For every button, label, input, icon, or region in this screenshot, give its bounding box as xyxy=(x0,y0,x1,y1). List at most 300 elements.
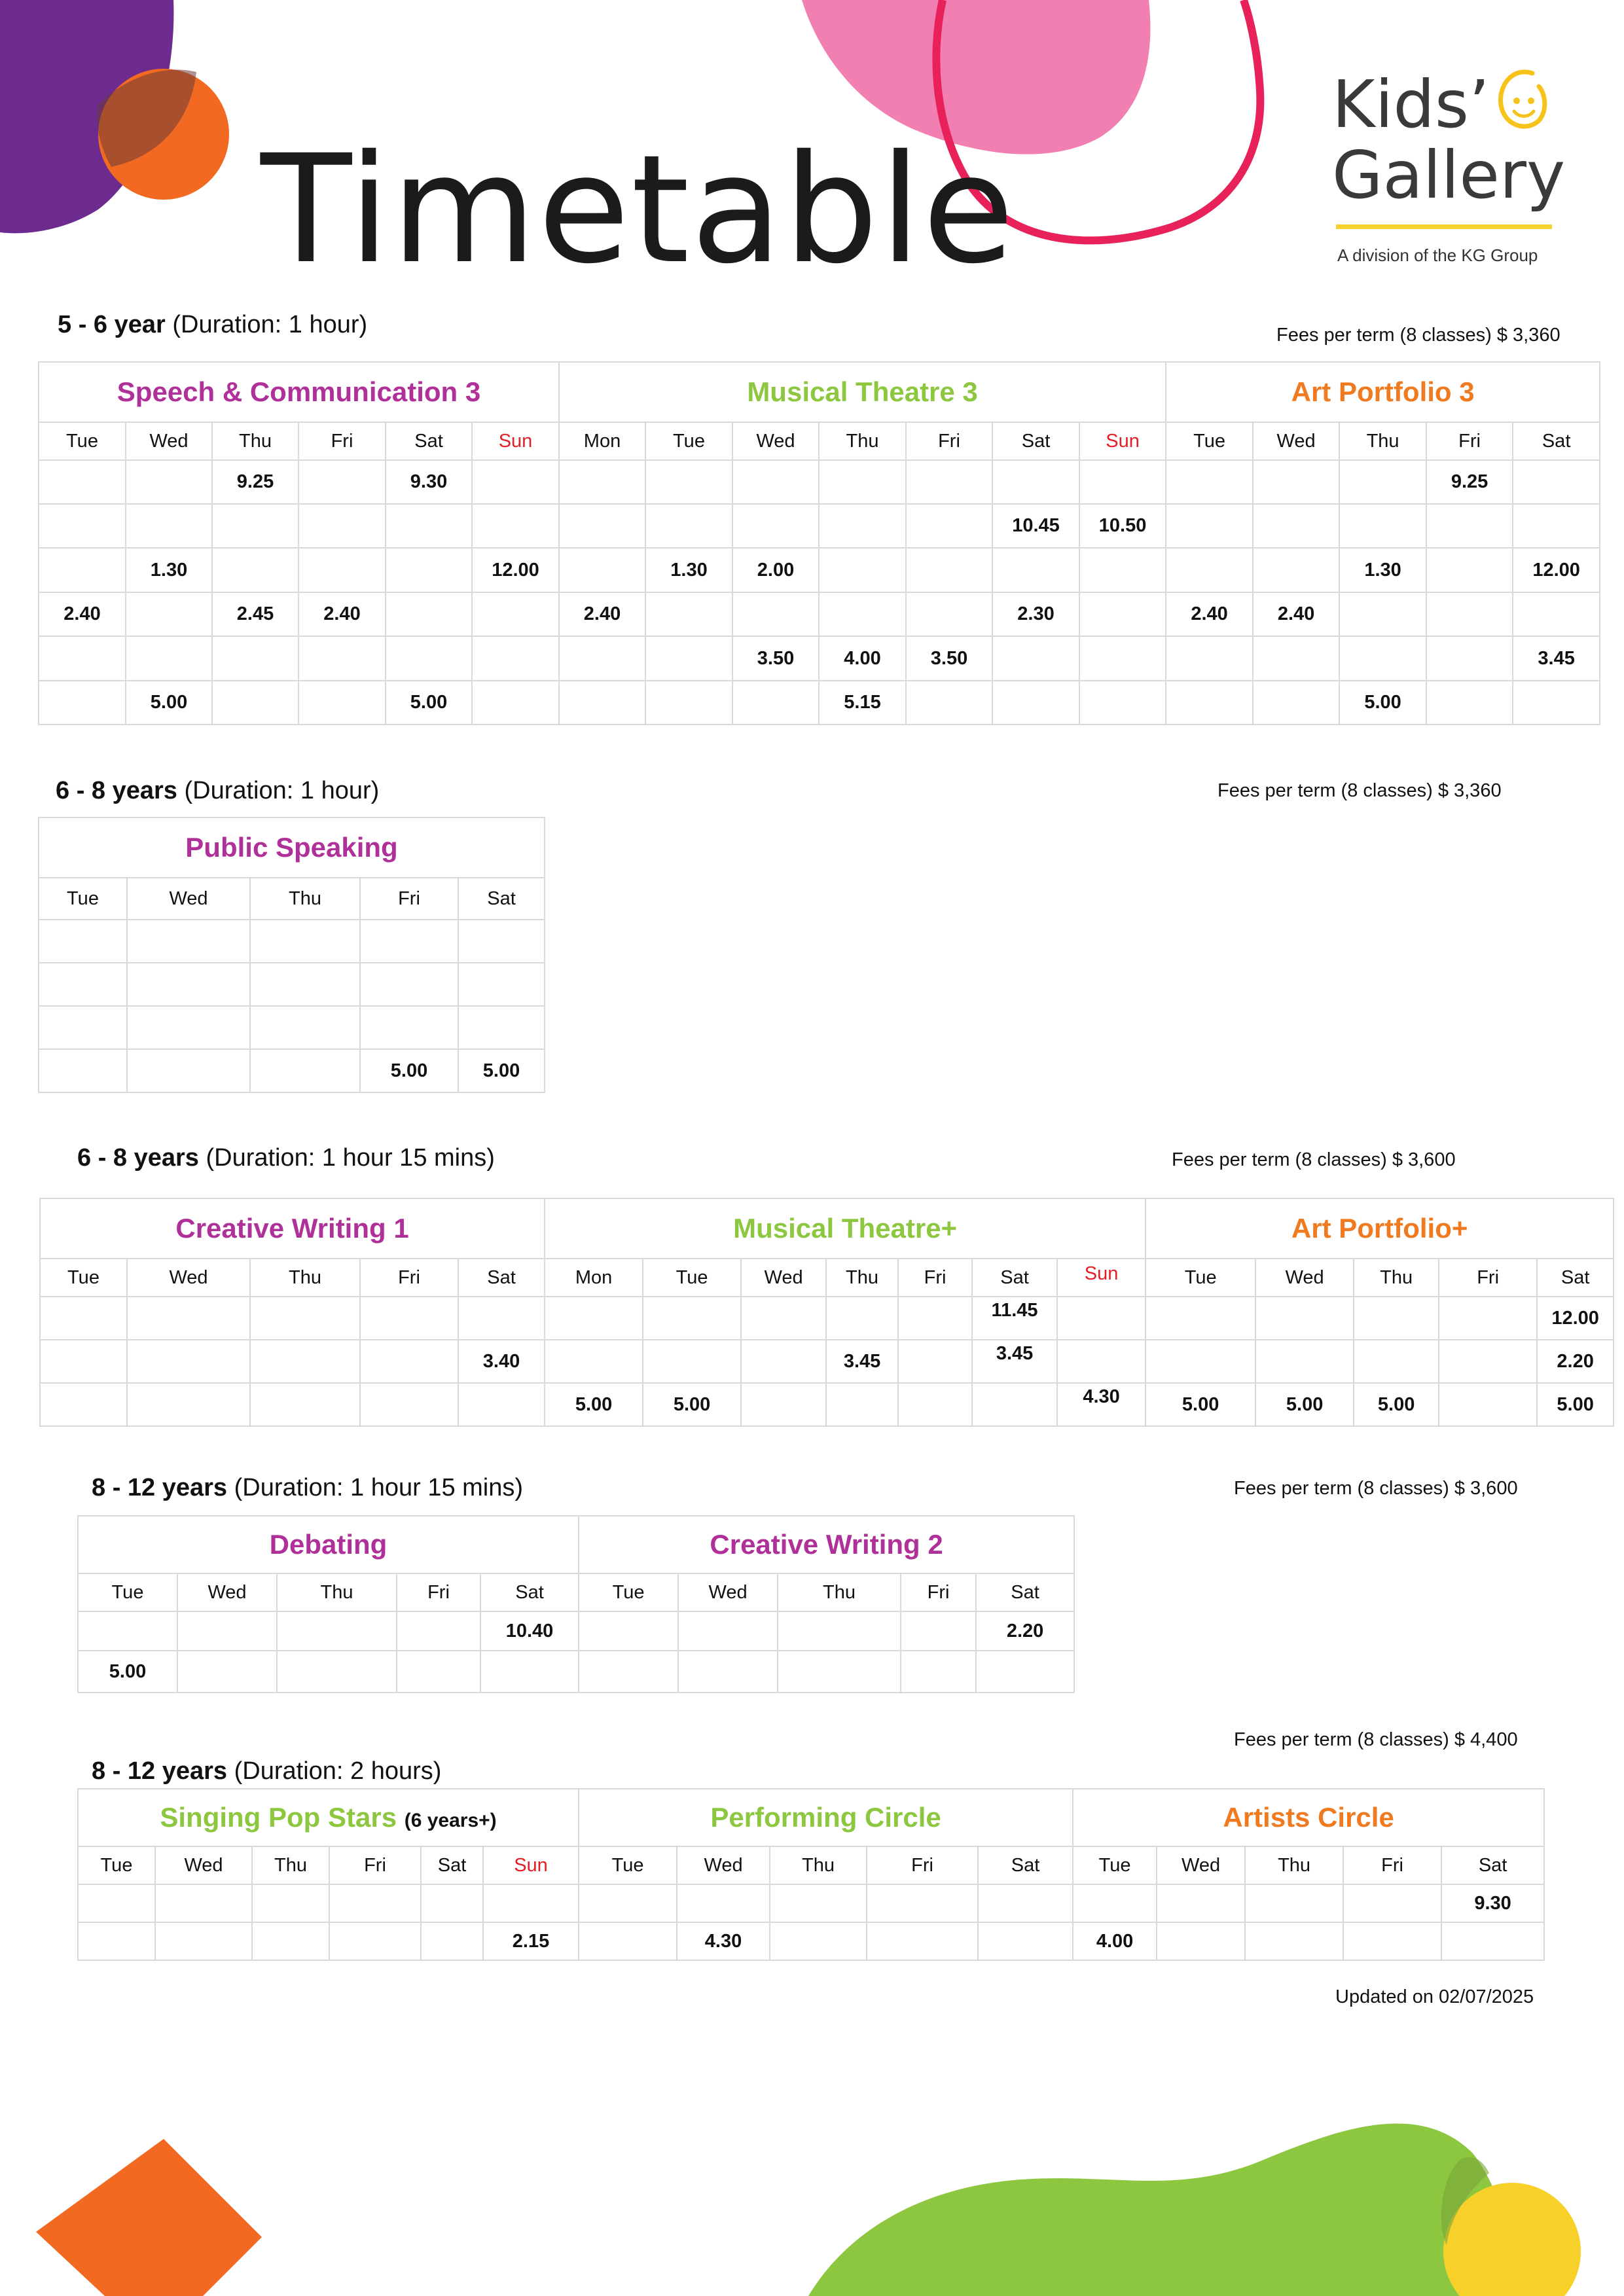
time-cell xyxy=(277,1611,397,1651)
time-cell xyxy=(1253,548,1339,592)
time-cell: 9.30 xyxy=(386,460,472,504)
time-cell xyxy=(360,1383,458,1426)
time-cell xyxy=(1166,548,1253,592)
brand-tagline: A division of the KG Group xyxy=(1337,245,1538,265)
time-cell xyxy=(1255,1297,1354,1340)
day-header: Tue xyxy=(643,1259,741,1297)
time-cell xyxy=(39,504,126,548)
time-cell xyxy=(1339,460,1426,504)
day-header: Wed xyxy=(1255,1259,1354,1297)
time-cell xyxy=(778,1611,901,1651)
time-cell xyxy=(732,504,819,548)
time-cell xyxy=(1079,592,1166,636)
orange-diamond-shape xyxy=(36,2139,262,2296)
table-row xyxy=(39,504,1600,548)
time-cell xyxy=(1255,1340,1354,1383)
time-cell: 4.30 xyxy=(1057,1383,1146,1426)
table-row xyxy=(39,1006,545,1049)
table-row xyxy=(40,1383,1614,1426)
time-cell xyxy=(645,636,732,681)
time-cell: 5.00 xyxy=(545,1383,643,1426)
time-cell xyxy=(78,1884,155,1922)
time-cell xyxy=(906,681,992,725)
time-cell: 4.00 xyxy=(819,636,906,681)
time-cell: 3.45 xyxy=(972,1340,1057,1383)
time-cell: 2.40 xyxy=(1253,592,1339,636)
duration: (Duration: 1 hour 15 mins) xyxy=(227,1474,524,1501)
time-cell xyxy=(360,1297,458,1340)
time-cell xyxy=(1146,1297,1255,1340)
time-cell xyxy=(906,548,992,592)
time-cell: 12.00 xyxy=(472,548,559,592)
time-cell: 1.30 xyxy=(645,548,732,592)
time-cell xyxy=(559,460,645,504)
age-range: 6 - 8 years xyxy=(77,1144,199,1172)
time-cell xyxy=(421,1884,483,1922)
day-header: Wed xyxy=(155,1846,252,1884)
day-header: Wed xyxy=(126,422,212,460)
time-cell xyxy=(992,460,1079,504)
time-cell: 5.00 xyxy=(458,1049,545,1092)
time-cell xyxy=(741,1340,826,1383)
day-header: Thu xyxy=(819,422,906,460)
time-cell xyxy=(212,504,298,548)
time-cell xyxy=(976,1651,1074,1693)
time-cell xyxy=(1146,1340,1255,1383)
time-cell xyxy=(360,1006,458,1049)
fees-label: Fees per term (8 classes) $ 3,600 xyxy=(1172,1149,1456,1170)
time-cell xyxy=(906,592,992,636)
time-cell xyxy=(1166,681,1253,725)
timetable-8-12-75min xyxy=(77,1515,1075,1693)
time-cell xyxy=(732,460,819,504)
time-cell: 9.25 xyxy=(212,460,298,504)
time-cell xyxy=(826,1383,898,1426)
time-cell: 3.50 xyxy=(732,636,819,681)
day-header: Fri xyxy=(901,1573,976,1611)
time-cell: 2.30 xyxy=(992,592,1079,636)
time-cell: 2.20 xyxy=(1537,1340,1614,1383)
table-row xyxy=(40,1340,1614,1383)
time-cell: 3.45 xyxy=(826,1340,898,1383)
time-cell: 5.00 xyxy=(1255,1383,1354,1426)
time-cell xyxy=(212,548,298,592)
time-cell xyxy=(579,1922,677,1960)
duration: (Duration: 2 hours) xyxy=(227,1757,442,1785)
day-header: Mon xyxy=(559,422,645,460)
time-cell xyxy=(643,1340,741,1383)
day-header: Wed xyxy=(732,422,819,460)
table-row xyxy=(78,1651,1074,1693)
duration: (Duration: 1 hour) xyxy=(177,777,380,804)
time-cell xyxy=(1157,1922,1245,1960)
day-header: Fri xyxy=(329,1846,421,1884)
time-cell xyxy=(645,504,732,548)
time-cell xyxy=(1513,460,1600,504)
day-header: Wed xyxy=(677,1846,770,1884)
day-header: Sat xyxy=(976,1573,1074,1611)
time-cell xyxy=(298,504,386,548)
time-cell xyxy=(39,460,126,504)
day-header: Sat xyxy=(992,422,1079,460)
time-cell xyxy=(127,963,250,1006)
time-cell xyxy=(472,636,559,681)
time-cell xyxy=(250,963,360,1006)
day-header: Thu xyxy=(277,1573,397,1611)
time-cell xyxy=(1079,460,1166,504)
time-cell xyxy=(1439,1383,1537,1426)
day-header: Wed xyxy=(678,1573,778,1611)
day-header: Sat xyxy=(458,1259,545,1297)
time-cell xyxy=(421,1922,483,1960)
time-cell xyxy=(559,548,645,592)
section-heading xyxy=(92,1757,441,1785)
section-heading xyxy=(58,311,367,339)
day-header: Sat xyxy=(421,1846,483,1884)
time-cell xyxy=(819,548,906,592)
time-cell xyxy=(1439,1297,1537,1340)
time-cell xyxy=(1339,592,1426,636)
time-cell: 4.00 xyxy=(1073,1922,1157,1960)
brand-logo xyxy=(1332,65,1568,275)
day-header: Wed xyxy=(1157,1846,1245,1884)
time-cell xyxy=(472,504,559,548)
table-row xyxy=(39,1049,545,1092)
time-cell xyxy=(1079,548,1166,592)
time-cell xyxy=(898,1340,972,1383)
time-cell xyxy=(1343,1922,1441,1960)
table-row xyxy=(78,1611,1074,1651)
time-cell xyxy=(1513,681,1600,725)
time-cell xyxy=(472,460,559,504)
day-header: Fri xyxy=(1439,1259,1537,1297)
fees-label: Fees per term (8 classes) $ 3,360 xyxy=(1218,780,1502,801)
time-cell xyxy=(678,1611,778,1651)
day-header: Tue xyxy=(645,422,732,460)
time-cell xyxy=(329,1884,421,1922)
time-cell xyxy=(39,548,126,592)
time-cell xyxy=(1157,1884,1245,1922)
time-cell xyxy=(770,1884,867,1922)
table-row xyxy=(39,548,1600,592)
day-header: Tue xyxy=(1146,1259,1255,1297)
time-cell xyxy=(1513,592,1600,636)
time-cell xyxy=(1245,1922,1343,1960)
time-cell: 5.00 xyxy=(126,681,212,725)
updated-date: Updated on 02/07/2025 xyxy=(1335,1986,1534,2007)
time-cell xyxy=(40,1383,127,1426)
fees-label: Fees per term (8 classes) $ 3,600 xyxy=(1234,1478,1518,1499)
day-header: Tue xyxy=(579,1846,677,1884)
time-cell xyxy=(1057,1340,1146,1383)
time-cell xyxy=(177,1611,277,1651)
time-cell xyxy=(1513,504,1600,548)
time-cell xyxy=(1166,636,1253,681)
program-name: Performing Circle xyxy=(579,1789,1073,1846)
day-header: Sat xyxy=(1513,422,1600,460)
time-cell xyxy=(127,1383,250,1426)
time-cell xyxy=(992,636,1079,681)
day-header: Sat xyxy=(386,422,472,460)
time-cell xyxy=(1245,1884,1343,1922)
time-cell xyxy=(1079,681,1166,725)
time-cell: 10.40 xyxy=(480,1611,579,1651)
time-cell xyxy=(978,1922,1073,1960)
day-header: Thu xyxy=(252,1846,329,1884)
time-cell xyxy=(386,636,472,681)
age-range: 8 - 12 years xyxy=(92,1757,228,1785)
time-cell xyxy=(901,1611,976,1651)
time-cell xyxy=(155,1884,252,1922)
time-cell xyxy=(1057,1297,1146,1340)
time-cell xyxy=(819,592,906,636)
time-cell xyxy=(298,681,386,725)
time-cell xyxy=(1079,636,1166,681)
table-row xyxy=(39,592,1600,636)
day-header: Sat xyxy=(480,1573,579,1611)
time-cell xyxy=(741,1383,826,1426)
time-cell: 2.40 xyxy=(39,592,126,636)
program-name: Debating xyxy=(78,1516,579,1573)
brand-line-2: Gallery xyxy=(1332,137,1566,213)
day-header: Sat xyxy=(1537,1259,1614,1297)
time-cell xyxy=(480,1651,579,1693)
age-range: 8 - 12 years xyxy=(92,1474,228,1501)
duration: (Duration: 1 hour) xyxy=(165,311,368,338)
time-cell xyxy=(126,636,212,681)
day-header: Thu xyxy=(778,1573,901,1611)
time-cell xyxy=(127,1340,250,1383)
time-cell: 2.20 xyxy=(976,1611,1074,1651)
time-cell xyxy=(645,681,732,725)
time-cell: 2.40 xyxy=(298,592,386,636)
time-cell: 3.50 xyxy=(906,636,992,681)
time-cell xyxy=(250,1006,360,1049)
time-cell xyxy=(1253,636,1339,681)
day-header: Sun xyxy=(483,1846,579,1884)
program-name: Speech & Communication 3 xyxy=(39,362,559,422)
day-header: Tue xyxy=(78,1573,177,1611)
time-cell: 5.00 xyxy=(1339,681,1426,725)
program-name: Art Portfolio+ xyxy=(1146,1198,1614,1259)
time-cell: 5.00 xyxy=(386,681,472,725)
day-header: Fri xyxy=(906,422,992,460)
time-cell xyxy=(992,681,1079,725)
day-header: Fri xyxy=(298,422,386,460)
time-cell xyxy=(155,1922,252,1960)
day-header: Sun xyxy=(1057,1259,1146,1297)
table-row xyxy=(39,460,1600,504)
time-cell xyxy=(645,460,732,504)
time-cell xyxy=(39,963,127,1006)
time-cell xyxy=(770,1922,867,1960)
time-cell xyxy=(559,681,645,725)
time-cell xyxy=(127,1297,250,1340)
day-header: Thu xyxy=(1339,422,1426,460)
day-header: Fri xyxy=(898,1259,972,1297)
smiley-icon xyxy=(1493,67,1548,135)
time-cell xyxy=(360,1340,458,1383)
program-name: Art Portfolio 3 xyxy=(1166,362,1600,422)
day-header: Fri xyxy=(397,1573,480,1611)
time-cell xyxy=(472,681,559,725)
table-row xyxy=(78,1922,1544,1960)
table-row xyxy=(39,963,545,1006)
time-cell xyxy=(545,1340,643,1383)
fees-label: Fees per term (8 classes) $ 3,360 xyxy=(1276,325,1561,346)
table-row xyxy=(39,920,545,963)
time-cell xyxy=(126,592,212,636)
time-cell xyxy=(386,504,472,548)
program-name: Musical Theatre+ xyxy=(545,1198,1146,1259)
day-header: Sat xyxy=(458,878,545,920)
time-cell xyxy=(1253,460,1339,504)
day-header: Sun xyxy=(472,422,559,460)
day-header: Thu xyxy=(250,1259,360,1297)
time-cell xyxy=(212,681,298,725)
section-heading xyxy=(56,777,379,805)
time-cell xyxy=(1426,548,1513,592)
time-cell xyxy=(250,1383,360,1426)
day-header: Wed xyxy=(127,878,250,920)
time-cell xyxy=(1253,504,1339,548)
day-header: Mon xyxy=(545,1259,643,1297)
day-header: Tue xyxy=(40,1259,127,1297)
time-cell xyxy=(458,920,545,963)
time-cell xyxy=(458,1383,545,1426)
time-cell xyxy=(1166,504,1253,548)
table-row xyxy=(39,636,1600,681)
duration: (Duration: 1 hour 15 mins) xyxy=(198,1144,495,1172)
green-blob-shape xyxy=(808,2124,1519,2296)
day-header: Thu xyxy=(1245,1846,1343,1884)
time-cell xyxy=(1354,1297,1439,1340)
time-cell xyxy=(778,1651,901,1693)
time-cell xyxy=(1426,681,1513,725)
time-cell: 5.00 xyxy=(1354,1383,1439,1426)
time-cell xyxy=(298,548,386,592)
time-cell: 2.40 xyxy=(1166,592,1253,636)
age-range: 6 - 8 years xyxy=(56,777,177,804)
time-cell xyxy=(250,1297,360,1340)
timetable-8-12-2h xyxy=(77,1788,1545,1961)
time-cell xyxy=(177,1651,277,1693)
time-cell: 12.00 xyxy=(1513,548,1600,592)
time-cell: 3.45 xyxy=(1513,636,1600,681)
time-cell xyxy=(250,1340,360,1383)
day-header: Thu xyxy=(826,1259,898,1297)
time-cell: 5.00 xyxy=(360,1049,458,1092)
day-header: Fri xyxy=(360,878,458,920)
time-cell: 4.30 xyxy=(677,1922,770,1960)
day-header: Fri xyxy=(360,1259,458,1297)
time-cell: 9.25 xyxy=(1426,460,1513,504)
time-cell: 11.45 xyxy=(972,1297,1057,1340)
time-cell: 2.40 xyxy=(559,592,645,636)
time-cell xyxy=(901,1651,976,1693)
time-cell xyxy=(40,1340,127,1383)
time-cell xyxy=(127,1006,250,1049)
program-name: Artists Circle xyxy=(1073,1789,1544,1846)
time-cell xyxy=(39,1049,127,1092)
time-cell xyxy=(545,1297,643,1340)
time-cell xyxy=(1426,636,1513,681)
day-header: Tue xyxy=(579,1573,678,1611)
program-title: Singing Pop Stars xyxy=(160,1802,397,1833)
section-heading xyxy=(92,1474,523,1502)
day-header: Tue xyxy=(1073,1846,1157,1884)
timetable-public-speaking xyxy=(38,817,545,1093)
day-header: Thu xyxy=(770,1846,867,1884)
time-cell xyxy=(250,920,360,963)
page-title: Timetable xyxy=(261,122,1016,296)
day-header: Wed xyxy=(177,1573,277,1611)
time-cell xyxy=(826,1297,898,1340)
time-cell: 2.00 xyxy=(732,548,819,592)
time-cell: 5.15 xyxy=(819,681,906,725)
time-cell xyxy=(483,1884,579,1922)
time-cell xyxy=(1343,1884,1441,1922)
time-cell xyxy=(678,1651,778,1693)
time-cell xyxy=(1166,460,1253,504)
time-cell xyxy=(898,1297,972,1340)
day-header: Wed xyxy=(741,1259,826,1297)
time-cell xyxy=(992,548,1079,592)
time-cell xyxy=(579,1611,678,1651)
day-header: Thu xyxy=(250,878,360,920)
timetable-6-8-75min xyxy=(39,1198,1614,1427)
time-cell: 10.50 xyxy=(1079,504,1166,548)
time-cell xyxy=(386,548,472,592)
time-cell: 5.00 xyxy=(1146,1383,1255,1426)
brand-line-1: Kids’ xyxy=(1332,66,1490,143)
time-cell xyxy=(277,1651,397,1693)
time-cell xyxy=(972,1383,1057,1426)
time-cell xyxy=(250,1049,360,1092)
time-cell xyxy=(741,1297,826,1340)
age-range: 5 - 6 year xyxy=(58,311,166,338)
time-cell xyxy=(1339,636,1426,681)
day-header: Sat xyxy=(972,1259,1057,1297)
time-cell xyxy=(819,460,906,504)
time-cell xyxy=(559,636,645,681)
time-cell xyxy=(126,460,212,504)
time-cell xyxy=(126,504,212,548)
time-cell: 10.45 xyxy=(992,504,1079,548)
time-cell xyxy=(78,1611,177,1651)
time-cell xyxy=(978,1884,1073,1922)
time-cell xyxy=(1426,592,1513,636)
time-cell xyxy=(898,1383,972,1426)
time-cell xyxy=(819,504,906,548)
time-cell xyxy=(906,504,992,548)
time-cell xyxy=(39,1006,127,1049)
time-cell: 5.00 xyxy=(643,1383,741,1426)
table-row xyxy=(78,1884,1544,1922)
day-header: Tue xyxy=(39,422,126,460)
time-cell xyxy=(867,1884,978,1922)
time-cell: 5.00 xyxy=(78,1651,177,1693)
day-header: Sat xyxy=(1441,1846,1544,1884)
day-header: Tue xyxy=(1166,422,1253,460)
day-header: Fri xyxy=(1426,422,1513,460)
time-cell xyxy=(579,1651,678,1693)
program-name xyxy=(78,1789,579,1846)
time-cell xyxy=(1441,1922,1544,1960)
time-cell: 1.30 xyxy=(1339,548,1426,592)
time-cell xyxy=(677,1884,770,1922)
time-cell xyxy=(1253,681,1339,725)
